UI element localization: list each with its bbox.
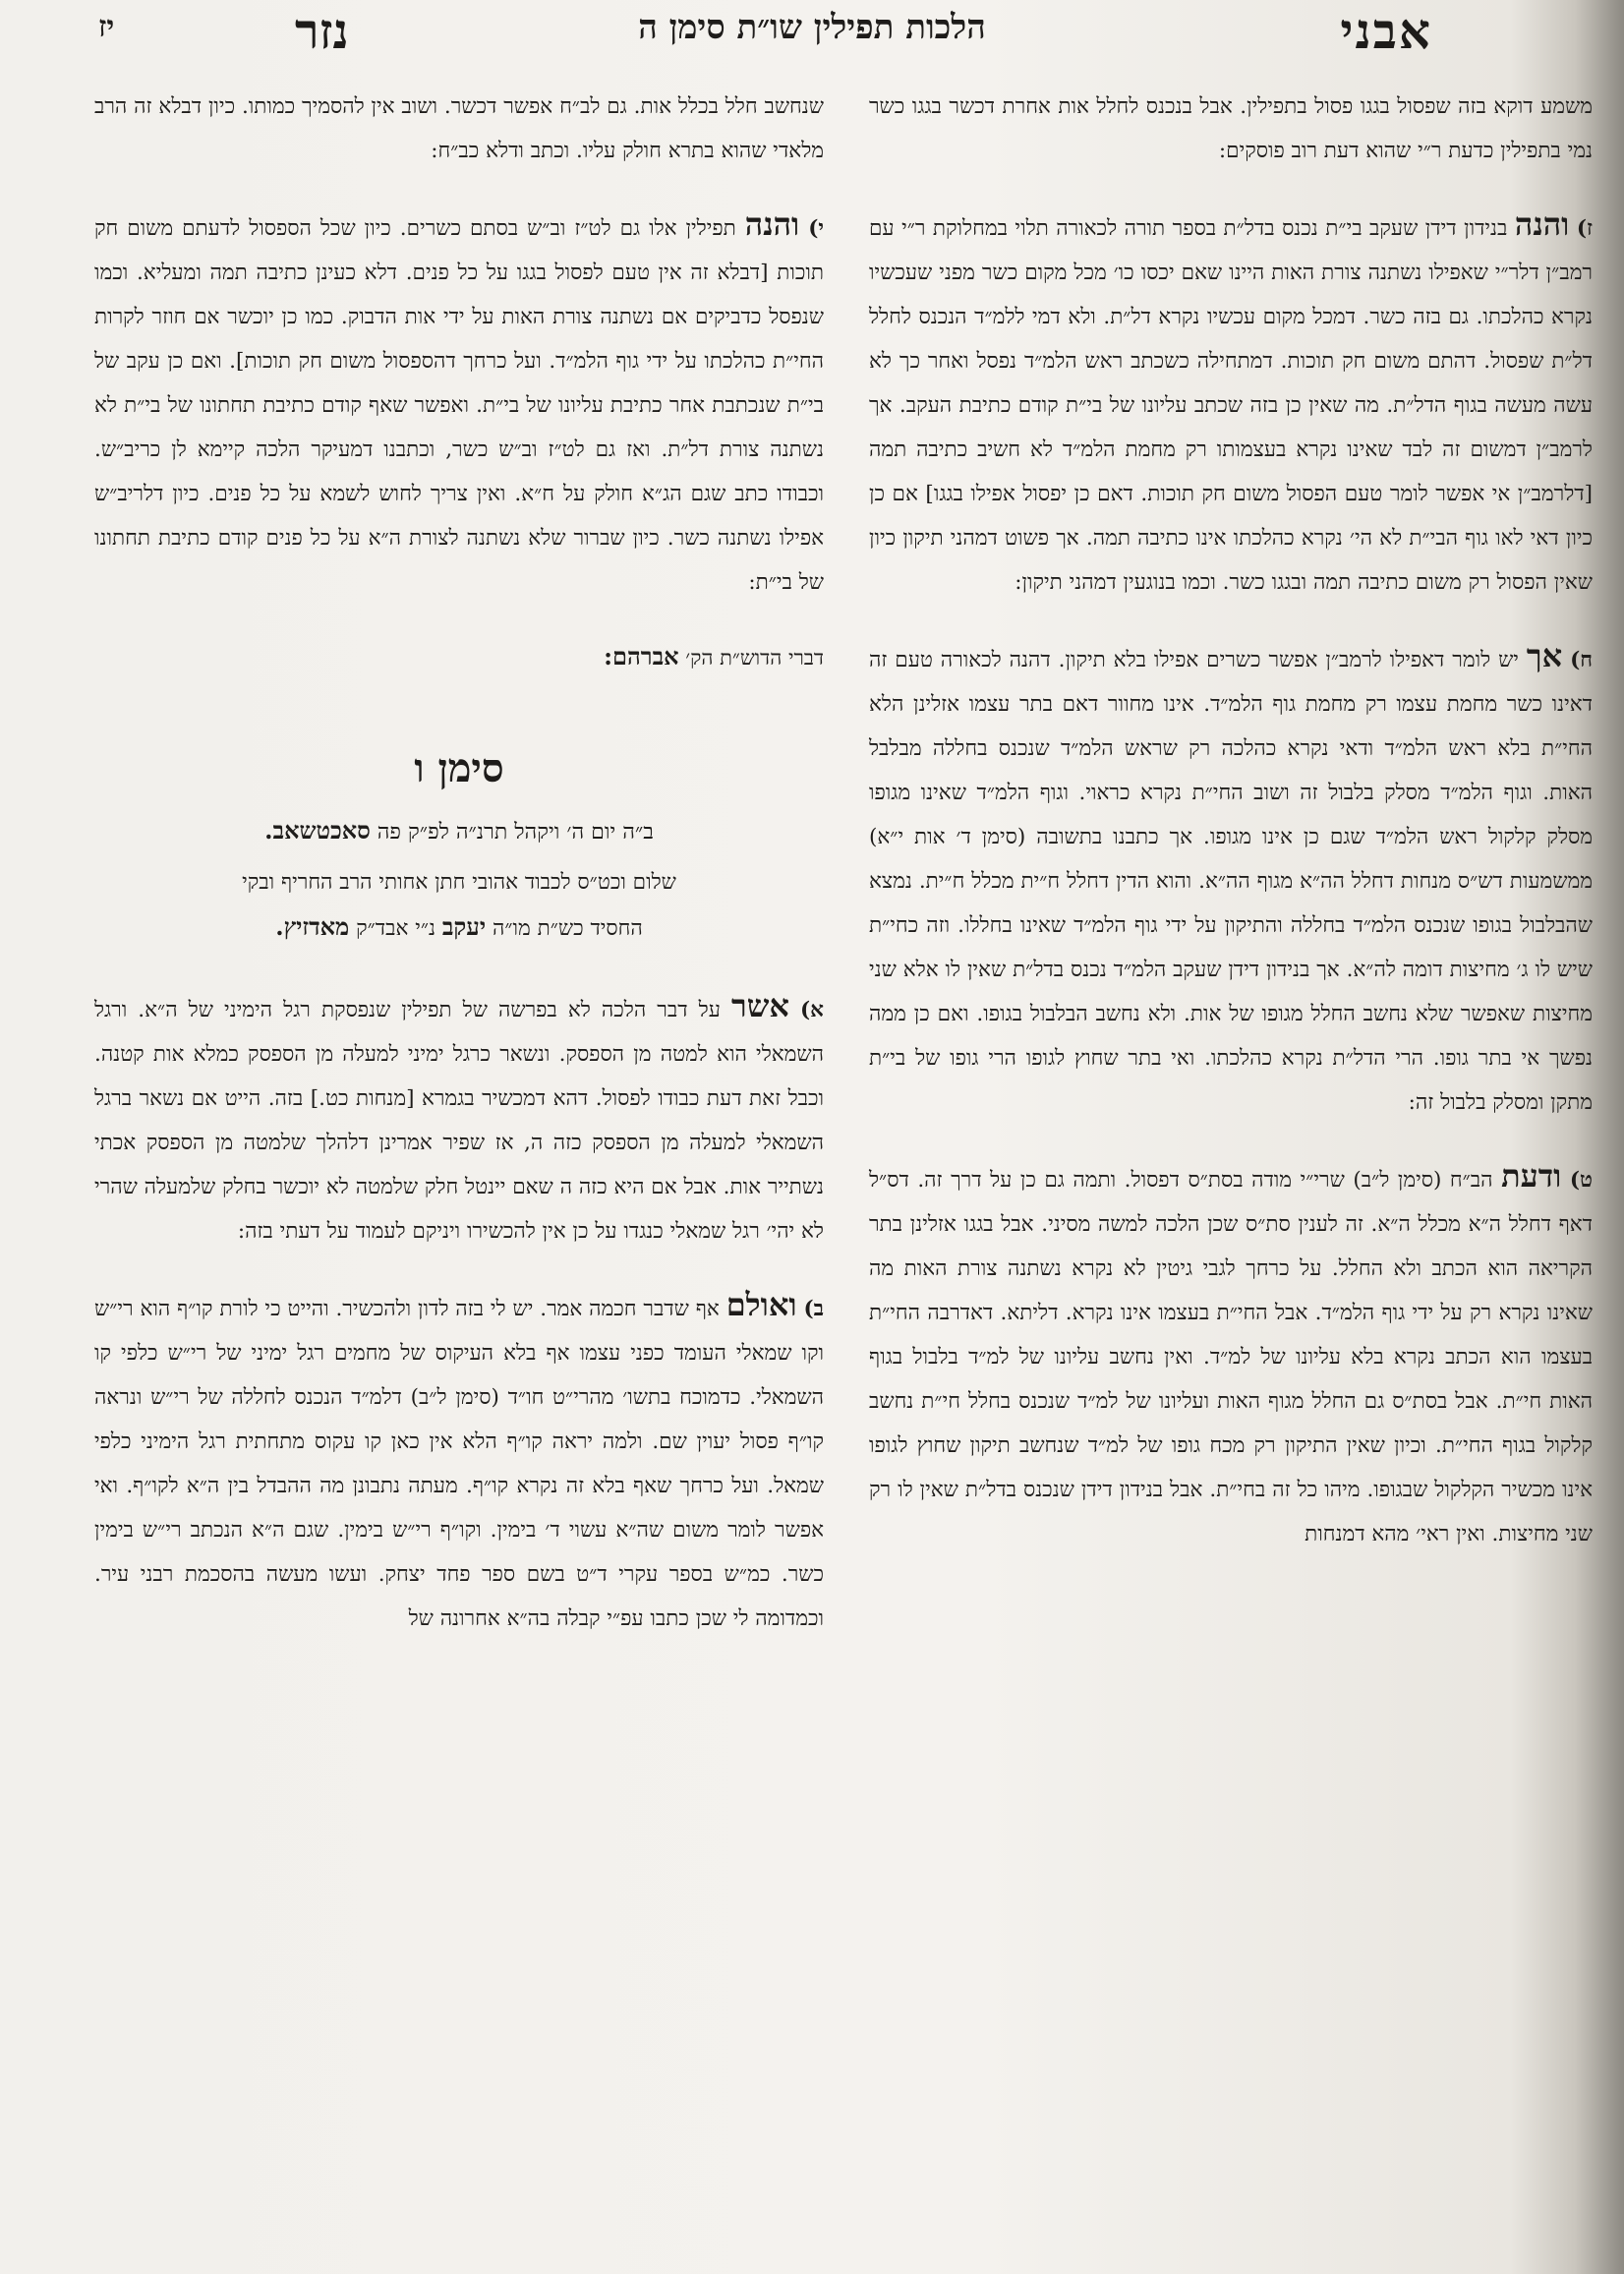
lead-word: ודעת [1501,1157,1562,1195]
paragraph-8 [869,634,1593,1125]
paragraph-text: משמע דוקא בזה שפסול בגגו פסול בתפילין. אבל בנכנס לחלל אות אחרת דכשר בגגו כשר נמי בתפילין כדעת ר״י שהוא דעת רוב פוסקים: [869,94,1593,163]
lead-word: אך [1526,637,1563,674]
salutation-line-2 [94,904,824,951]
paragraph-marker: ז) [1576,216,1593,241]
dateline-place: סאכטשאב. [264,816,371,845]
recipient-name: יעקב [441,912,487,941]
siman-title: סימן ו [414,745,504,791]
paragraph-10 [94,203,824,605]
paragraph-9 [869,1154,1593,1556]
running-head: הלכות תפילין שו״ת סימן ה [638,8,986,47]
lead-word: והנה [744,205,800,243]
lead-word: אשר [730,987,789,1024]
book-title-left: נזר [295,2,349,60]
salutation [94,860,824,951]
salutation-prefix: החסיד כש״ת מו״ה [493,916,643,941]
paragraph-marker: ב) [803,1297,824,1321]
paragraph-text: יש לומר דאפילו לרמב״ן אפשר כשרים אפילו בלא תיקון. דהנה לכאורה טעם זה דאינו כשר מחמת עצמו רק מחמת גוף הלמ״ד. אינו מחוור דאם בתר עצמו אזלינן הלא החי״ת בלא ראש הלמ״ד ודאי נקרא כהלכה רק שראש הלמ״ד שנכנס בחללה מבלבל האות. וגוף הלמ״ד מסלק בלבול זה ושוב החי״ת נקרא כראוי. וגוף הלמ״ד שאינו מגופו מסלק קלקול ראש הלמ״ד שגם כן אינו מגופו. אך כתבנו בתשובה (סימן ד׳ אות י״א) ממשמעות דש״ס מנחות דחלל הה״א מגוף הה״א. והוא הדין דחלל ח״ית מכלל ח״ית. נמצא שהבלבול בגופו שנכנס הלמ״ד בחללה והתיקון על ידי גוף הלמ״ד שאינו בחללו. וזה כחי״ת שיש לו ג׳ מחיצות דומה לה״א. אך בנידון דידן שעקב הלמ״ד נכנס בדל״ת שאין לו אלא שני מחיצות שאפשר שלא נחשב החלל מגופו של אות. ולא נחשב הבלבול בגופו. ואם כן ממה נפשך אי בתר גופו. הרי הדל״ת נקרא כהלכתו. ואי בתר שחוץ לגופו הרי גופו של בי״ת מתקן ומסלק בלבול זה: [869,648,1593,1115]
paragraph-text: אף שדבר חכמה אמר. יש לי בזה לדון ולהכשיר. והייט כי לורת קו״ף הוא רי״ש וקו שמאלי העומד כפני עצמו אף בלא העיקוס של מחמים רגל ימיני של רי״ש כלפי קו השמאלי. כדמוכח בתשו׳ מהרי״ט חו״ד (סימן ל״ב) דלמ״ד הנכנס לחללה של רי״ש ונראה קו״ף פסול יעוין שם. ולמה יראה קו״ף הלא אין כאן קו עקוס מתחתית רגל הימיני כלפי שמאל. ועל כרחך שאף בלא זה נקרא קו״ף. מעתה נתבונן מה ההבדל בין ה״א לקו״ף. ואי אפשר לומר משום שה״א עשוי ד׳ בימין. וקו״ף רי״ש בימין. שגם ה״א הנכתב רי״ש בימין כשר. כמ״ש בספר עקרי ד״ט בשם ספר פחד יצחק. ועשו מעשה בהסכמת רבני עיר. וכמדומה לי שכן כתבו עפ״י קבלה בה״א אחרונה של [94,1297,824,1631]
recipient-place: מאדזיץ. [275,912,350,941]
paragraph-text: בנידון דידן שעקב בי״ת נכנס בדל״ת בספר תורה לכאורה תלוי במחלוקת ר״י עם רמב״ן דלר״י שאפילו נשתנה צורת האות היינו שאם יכסו כו׳ מכל מקום כשר מפני שעכשיו נקרא כהלכתו. גם בזה כשר. דמכל מקום עכשיו נקרא דל״ת. ולא דמי ללמ״ד הנכנס לחלל דל״ת שפסול. דהתם משום חק תוכות. דמתחילה כשכתב ראש הלמ״ד נפסל ואחר כך לא עשה מעשה בגוף הדל״ת. מה שאין כן בזה שכתב עליונו של בי״ת קודם כתיבת העקב. אך לרמב״ן דמשום זה לבד שאינו נקרא בעצמותו רק מחמת הלמ״ד לא חשיב כתיבה תמה [דלרמב״ן אי אפשר לומר טעם הפסול משום חק תוכות. דאם כן יפסול אפילו בגגו] אם כן כיון דאי לאו גוף הבי״ת לא הי׳ נקרא כהלכתו אינו כתיבה תמה. אך פשוט דמהני תיקון כיון שאין הפסול רק משום כתיבה תמה ובגגו כשר. וכמו בנוגעין דמהני תיקון: [869,216,1593,595]
paragraph-text: על דבר הלכה לא בפרשה של תפילין שנפסקת רגל הימיני של ה״א. ורגל השמאלי הוא למטה מן הספסק. ונשאר כרגל ימיני למעלה מן הספסק כמלא אות קטנה. וכבל זאת דעת כבודו לפסול. דהא דמכשיר בגמרא [מנחות כט.] בזה. הייט אם נשאר ברגל השמאלי למעלה מן הספסק כזה ה, אז שפיר אמרינן דלהלך שלמטה מן הספסק אכתי נשתייר אות. אבל אם היא כזה ה שאם יינטל חלק שלמטה לא יוכשר בחלק שלמעלה שהרי לא יהי׳ רגל שמאלי כנגדו על כן אין להכשירו ויניקם לעמוד על דעתי בזה: [94,998,824,1244]
paragraph-text: הב״ח (סימן ל״ב) שרי״י מודה בסת״ס דפסול. ותמה גם כן על דרך זה. דס״ל דאף דחלל ה״א מכלל ה״א. זה לענין סת״ס שכן הלכה למשה מסיני. אבל בגגו אזלינן בתר הקריאה הוא הכתב ולא החלל. על כרחך לגבי גיטין לא נקרא נשתנה צורת האות מה שאינו נקרא רק על ידי גוף הלמ״ד. אבל החי״ת בעצמו אינו נקרא. דליתא. דאדרבה החי״ת בעצמו הוא הכתב נקרא בלא עליונו של למ״ד. ואין נחשב עליונו של למ״ד בלבול בגוף האות חי״ת. אבל בסת״ס גם החלל מגוף האות ועליונו של למ״ד שנכנס בחלל חי״ת נחשב קלקול בגוף החי״ת. וכיון שאין התיקון רק מכח גופו של למ״ד שנחשב תיקון שחוץ לגופו אינו מכשיר הקלקול שבגופו. מיהו כל זה בחי״ת. אבל בנידון דידן שנכנס בדל״ת שאין לו רק שני מחיצות. ואין ראי׳ מהא דמנחות [869,1168,1593,1546]
salutation-mid: נ״י אבד״ק [356,916,436,941]
left-column [94,85,824,1670]
paragraph-intro [869,85,1593,173]
signature-name: אברהם: [604,642,679,671]
paragraph-continuation [94,85,824,173]
lead-word: ואולם [725,1286,797,1323]
lead-word: והנה [1514,205,1570,243]
paragraph-text: שנחשב חלל בכלל אות. גם לב״ח אפשר דכשר. ושוב אין להסמיך כמותו. כיון דבלא זה הרב מלאדי שהוא בתרא חולק עליו. וכתב ודלא כב״ח: [94,94,824,163]
paragraph-7 [869,203,1593,605]
page-header [0,0,1624,60]
paragraph-6b [94,1283,824,1641]
right-column [869,85,1593,1586]
dateline [94,808,824,854]
salutation-line-1: שלום וכט״ס לכבוד אהובי חתן אחותי הרב החריף ובקי [242,870,676,895]
signature-line [94,634,824,680]
paragraph-6a [94,984,824,1254]
paragraph-marker: ח) [1570,648,1593,672]
book-title-right: אבני [1340,2,1432,60]
dateline-prefix: ב״ה יום ה׳ ויקהל תרנ״ה לפ״ק פה [377,820,654,845]
paragraph-marker: א) [800,998,824,1022]
signature-prefix: דברי הדוש״ת הק׳ [685,646,824,670]
paragraph-marker: י) [808,216,825,241]
paragraph-marker: ט) [1569,1168,1593,1193]
paragraph-text: תפילין אלו גם לט״ז וב״ש בסתם כשרים. כיון שכל הספסול לדעתם משום חק תוכות [דבלא זה אין טעם לפסול בגגו על כל פנים. דלא כעינן כתיבה תמה ומעליא. וכמו שנפסל כדביקים אם נשתנה צורת האות על ידי אות הדבוק. כמו כן יוכשר אם חוזר לקרות החי״ת כהלכתו על ידי גוף הלמ״ד. ועל כרחך דהספסול משום חק תוכות]. ואם כן עקב של בי״ת שנכתבת אחר כתיבת עליונו של בי״ת. ואפשר שאף קודם כתיבת תחתונו של בי״ת לא נשתנה צורת דל״ת. ואז גם לט״ז וב״ש כשר, וכתבנו דמעיקר הלכה קיימא לן כריב״ש. וכבודו כתב שגם הג״א חולק על ח״א. ואין צריך לחוש לשמא על כל פנים. כיון דלריב״ש אפילו נשתנה כשר. כיון שברור שלא נשתנה לצורת ה״א על כל פנים קודם כתיבת תחתונו של בי״ת: [94,216,824,595]
page-number: יז [98,10,115,44]
